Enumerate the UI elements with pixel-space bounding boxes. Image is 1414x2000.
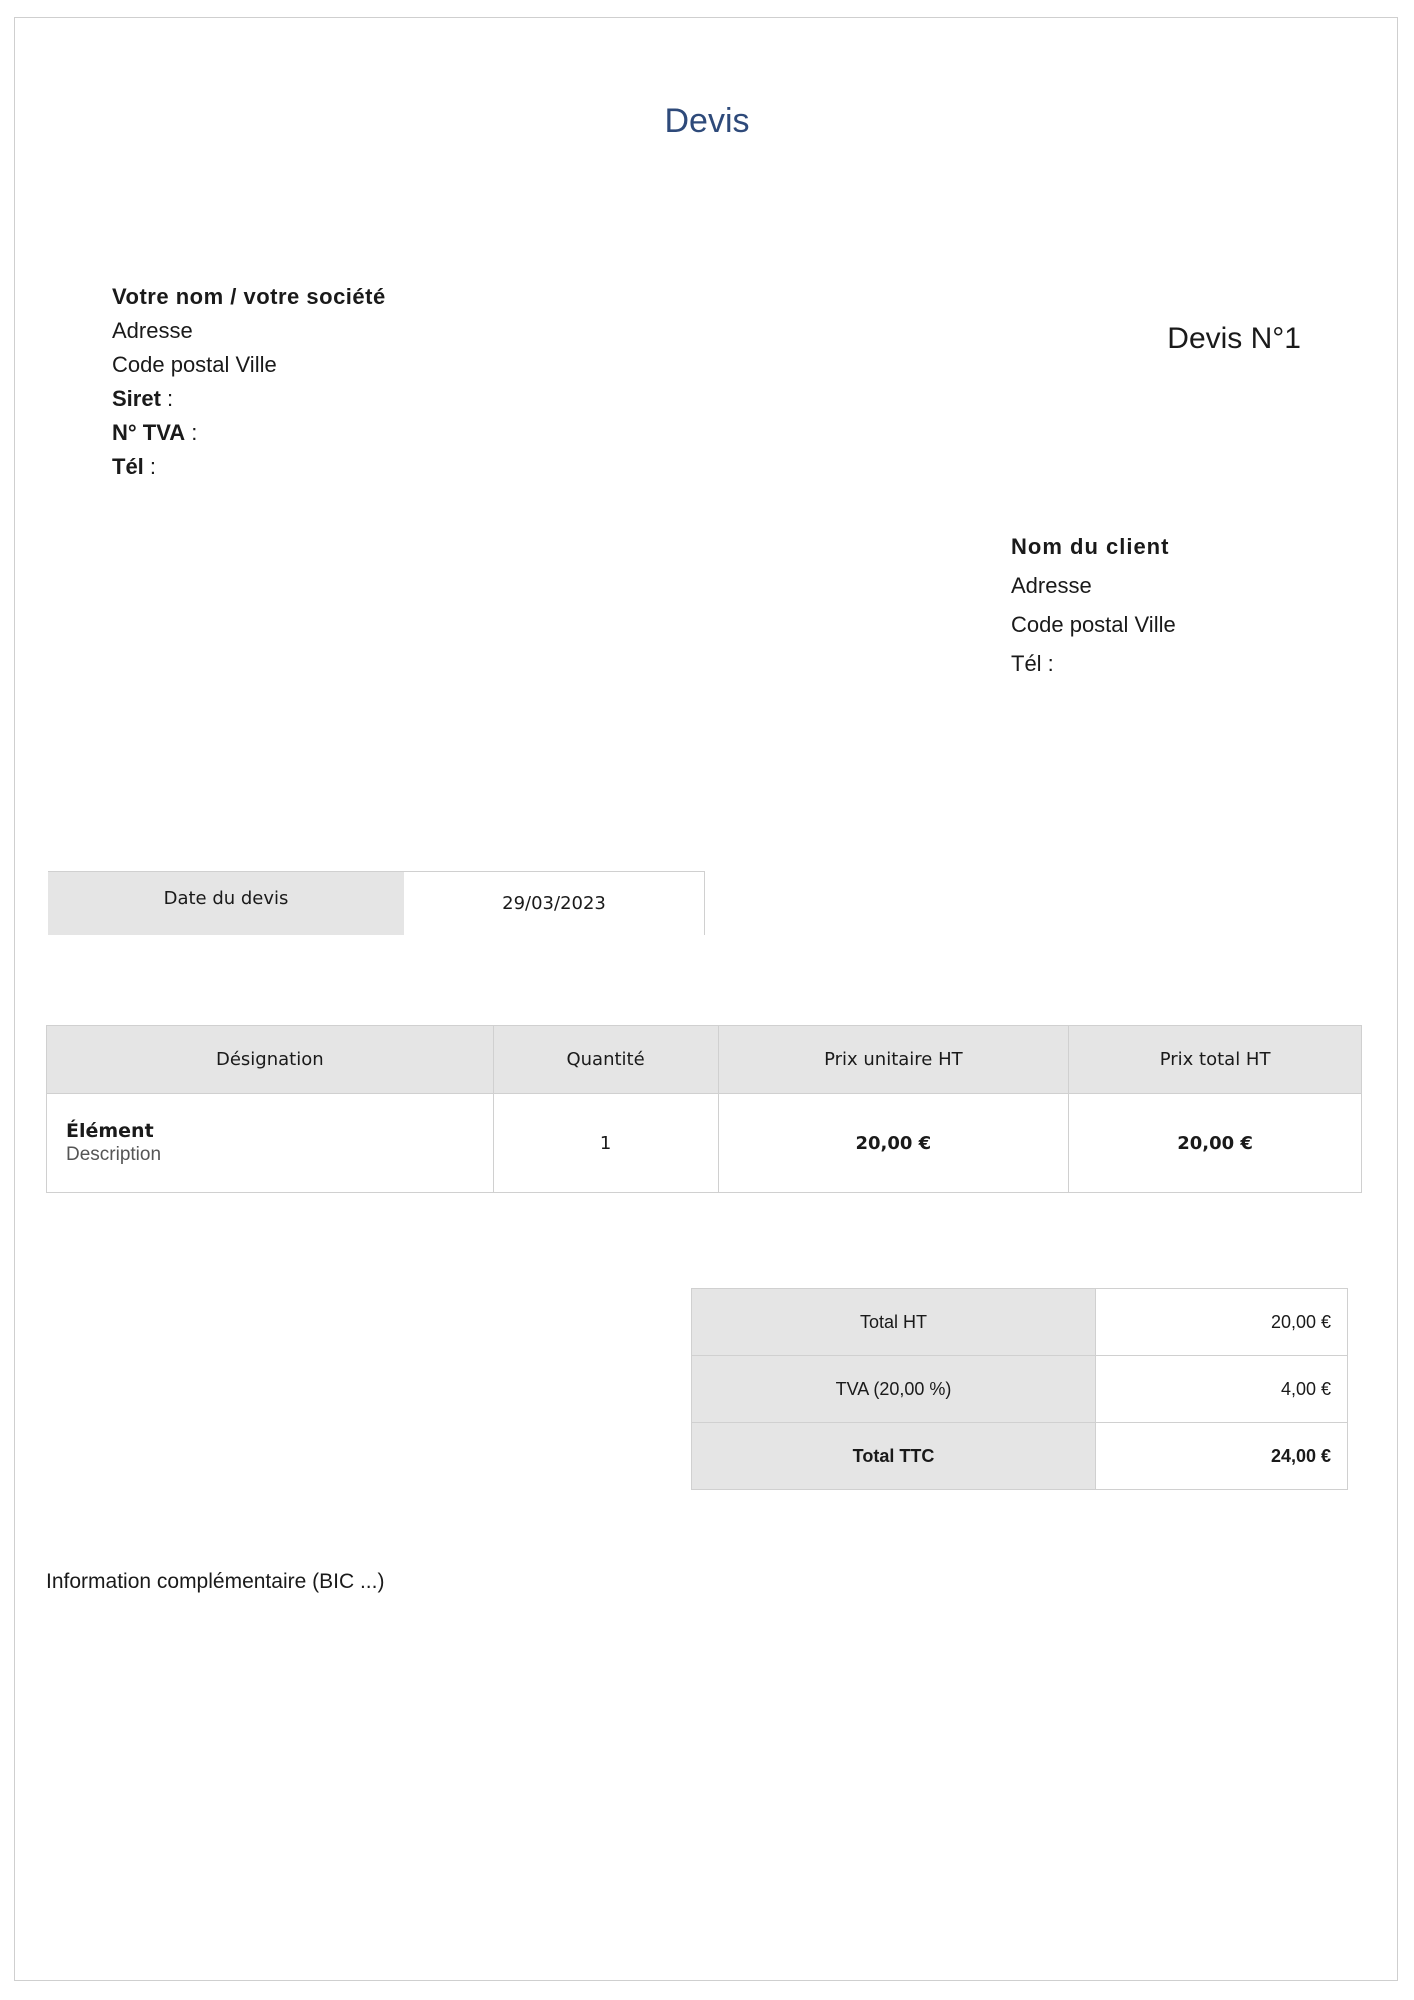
item-quantity: 1: [493, 1094, 718, 1193]
subtotal-value: 20,00 €: [1096, 1289, 1348, 1356]
document-title: Devis: [664, 102, 750, 140]
sender-name: Votre nom / votre société: [112, 284, 386, 309]
vat-sep: :: [185, 420, 198, 445]
quote-date-label: Date du devis: [48, 871, 404, 935]
sender-phone: [112, 450, 386, 484]
client-address: Adresse: [1011, 573, 1092, 598]
siret-label: Siret: [112, 386, 161, 411]
header-designation: Désignation: [47, 1026, 494, 1094]
item-name: Élément: [66, 1120, 154, 1142]
item-unit-price: 20,00 €: [718, 1094, 1069, 1193]
siret-sep: :: [160, 386, 174, 411]
header-quantity: Quantité: [493, 1026, 718, 1094]
header-unit-price: Prix unitaire HT: [718, 1026, 1069, 1094]
grand-total-value: 24,00 €: [1096, 1423, 1348, 1490]
phone-sep: :: [143, 454, 157, 479]
client-block: [1011, 527, 1176, 683]
sender-address: Adresse: [112, 318, 193, 343]
grand-total-row: [692, 1423, 1348, 1490]
item-total-price: 20,00 €: [1069, 1094, 1362, 1193]
quote-date-value: 29/03/2023: [404, 871, 705, 935]
item-description: Description: [66, 1144, 162, 1165]
grand-total-label: Total TTC: [692, 1423, 1096, 1490]
phone-label: Tél: [112, 454, 144, 479]
client-phone: Tél :: [1011, 651, 1054, 676]
sender-vat: [112, 416, 386, 450]
totals-table: [691, 1288, 1348, 1490]
items-table: [46, 1025, 1362, 1193]
client-name: Nom du client: [1011, 534, 1170, 559]
quote-number: Devis N°1: [1167, 322, 1301, 355]
quote-date-box: [48, 871, 705, 935]
extra-information: Information complémentaire (BIC ...): [46, 1570, 385, 1593]
vat-total-value: 4,00 €: [1096, 1356, 1348, 1423]
vat-row: [692, 1356, 1348, 1423]
item-designation-cell: [47, 1094, 494, 1193]
items-header-row: [47, 1026, 1362, 1094]
table-row: [47, 1094, 1362, 1193]
sender-block: [112, 280, 386, 484]
vat-label: N° TVA: [112, 420, 186, 445]
sender-city: Code postal Ville: [112, 352, 277, 377]
header-total-price: Prix total HT: [1069, 1026, 1362, 1094]
subtotal-label: Total HT: [692, 1289, 1096, 1356]
vat-total-label: TVA (20,00 %): [692, 1356, 1096, 1423]
subtotal-row: [692, 1289, 1348, 1356]
sender-siret: [112, 382, 386, 416]
client-city: Code postal Ville: [1011, 612, 1176, 637]
